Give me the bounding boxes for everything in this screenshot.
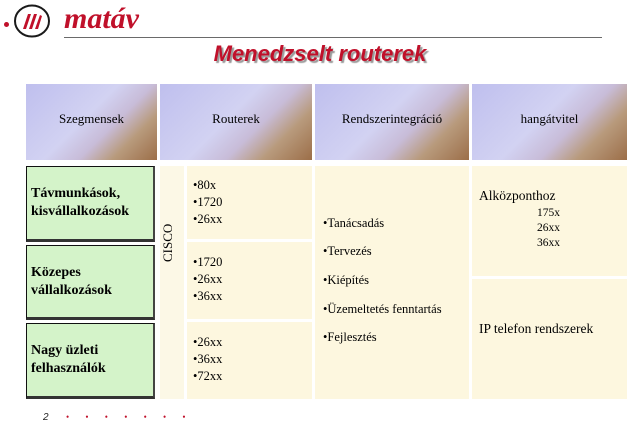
header-voice: hangátvitel [472, 84, 627, 160]
router-item: •26xx [193, 272, 223, 286]
header-integration: Rendszerintegráció [315, 84, 469, 160]
router-item: •36xx [193, 289, 223, 303]
router-item: •36xx [193, 352, 223, 366]
router-item: •1720 [193, 255, 223, 269]
integration-item: •Üzemeltetés fenntartás [323, 302, 442, 316]
voice-model: 175x [537, 207, 560, 219]
matav-logo-icon [11, 3, 51, 39]
footer-dots: • • • • • • • [66, 412, 193, 422]
integration-cell [315, 166, 469, 399]
slide-title: Menedzselt routerek [213, 41, 427, 66]
header-segments: Szegmensek [26, 84, 157, 160]
integration-item: •Tervezés [323, 244, 372, 258]
voice-ip-cell [472, 279, 627, 399]
router-cell-small [187, 166, 312, 239]
router-item: •72xx [193, 369, 223, 383]
router-cell-large [187, 322, 312, 399]
segment-medium: Közepes vállalkozások [26, 245, 155, 320]
router-item: •1720 [193, 195, 223, 209]
segment-telework: Távmunkások, kisvállalkozások [26, 166, 155, 242]
header-divider [64, 37, 602, 38]
page-number: 2 [43, 412, 49, 423]
router-item: •26xx [193, 335, 223, 349]
logo-dot [4, 22, 9, 27]
voice-model: 36xx [537, 237, 560, 249]
segment-large: Nagy üzleti felhasználók [26, 323, 155, 399]
voice-model: 26xx [537, 222, 560, 234]
vendor-label: CISCO [160, 223, 175, 262]
router-cell-medium [187, 242, 312, 319]
header-routers: Routerek [160, 84, 312, 160]
router-item: •80x [193, 178, 217, 192]
router-item: •26xx [193, 212, 223, 226]
logo-wordmark: matáv [64, 2, 139, 35]
voice-pbx-title: Alközponthoz [479, 188, 556, 203]
integration-item: •Tanácsadás [323, 216, 385, 230]
voice-ip-label: IP telefon rendszerek [479, 321, 594, 336]
cisco-column [160, 166, 184, 399]
integration-item: •Fejlesztés [323, 330, 377, 344]
voice-pbx-cell [472, 166, 627, 276]
integration-item: •Kiépítés [323, 273, 370, 287]
